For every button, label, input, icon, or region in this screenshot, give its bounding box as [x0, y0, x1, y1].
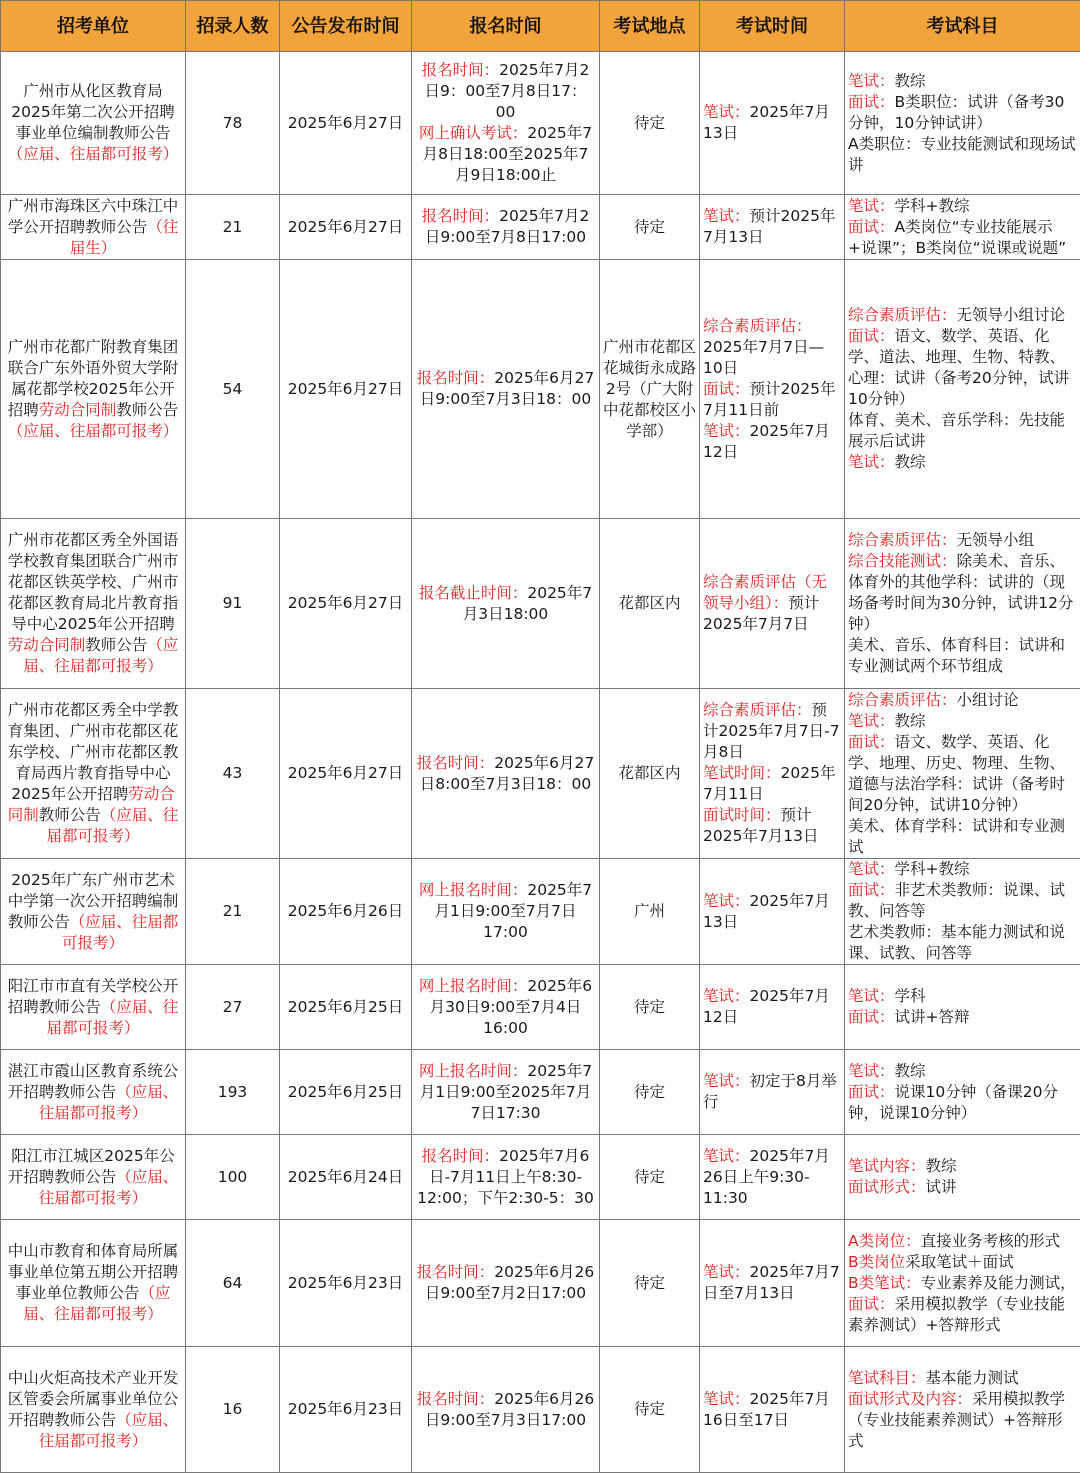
table-row — [1, 965, 1080, 1050]
publish-cell: 2025年6月23日 — [280, 1220, 412, 1347]
registration-cell: 报名时间：2025年6月26日9:00至7月3日17:00 — [412, 1347, 600, 1473]
subjects-cell: 笔试：学科+教综 面试：非艺术类教师：说课、试教、问答等 艺术类教师：基本能力测试和说课、试教、问答等 — [845, 859, 1080, 965]
unit-cell: 广州市海珠区六中珠江中学公开招聘教师公告（往届生） — [1, 195, 186, 260]
header-exam-time: 考试时间 — [700, 1, 845, 52]
unit-cell: 广州市花都广附教育集团联合广东外语外贸大学附属花都学校2025年公开招聘劳动合同制教师公告（应届、往届都可报考） — [1, 260, 186, 519]
count-cell: 21 — [186, 859, 280, 965]
location-cell: 花都区内 — [600, 689, 700, 859]
header-unit: 招考单位 — [1, 1, 186, 52]
table-row — [1, 195, 1080, 260]
unit-cell: 广州市花都区秀全中学教育集团、广州市花都区花东学校、广州市花都区教育局西片教育指导中心2025年公开招聘劳动合同制教师公告（应届、往届都可报考） — [1, 689, 186, 859]
count-cell: 16 — [186, 1347, 280, 1473]
subjects-cell: A类岗位：直接业务考核的形式 B类岗位采取笔试＋面试 B类笔试：专业素养及能力测试，面试：采用模拟教学（专业技能素养测试）+答辩形式 — [845, 1220, 1080, 1347]
exam-time-cell: 笔试：2025年7月7日至7月13日 — [700, 1220, 845, 1347]
location-cell: 广州市花都区花城街永成路2号（广大附中花都校区小学部） — [600, 260, 700, 519]
table-row — [1, 1050, 1080, 1135]
exam-time-cell: 综合素质评估：预计2025年7月7日-7月8日 笔试时间：2025年7月11日 面试时间：预计2025年7月13日 — [700, 689, 845, 859]
header-exam-subjects: 考试科目 — [845, 1, 1080, 52]
location-cell: 广州 — [600, 859, 700, 965]
registration-cell: 报名时间：2025年6月27日9:00至7月3日18：00 — [412, 260, 600, 519]
location-cell: 待定 — [600, 1050, 700, 1135]
location-cell: 待定 — [600, 195, 700, 260]
count-cell: 91 — [186, 519, 280, 689]
unit-cell: 广州市从化区教育局2025年第二次公开招聘事业单位编制教师公告（应届、往届都可报考） — [1, 52, 186, 195]
subjects-cell: 综合素质评估：无领导小组 综合技能测试：除美术、音乐、体育外的其他学科：试讲的（现场备考时间为30分钟，试讲12分钟） 美术、音乐、体育科目：试讲和专业测试两个环节组成 — [845, 519, 1080, 689]
unit-cell: 中山市教育和体育局所属事业单位第五期公开招聘事业单位教师公告（应届、往届都可报考） — [1, 1220, 186, 1347]
unit-cell: 阳江市市直有关学校公开招聘教师公告（应届、往届都可报考） — [1, 965, 186, 1050]
unit-cell: 湛江市霞山区教育系统公开招聘教师公告（应届、往届都可报考） — [1, 1050, 186, 1135]
header-row — [1, 1, 1080, 52]
table-row — [1, 519, 1080, 689]
subjects-cell: 笔试：教综 面试：B类职位：试讲（备考30分钟，10分钟试讲） A类职位：专业技能测试和现场试讲 — [845, 52, 1080, 195]
count-cell: 100 — [186, 1135, 280, 1220]
location-cell: 待定 — [600, 1135, 700, 1220]
count-cell: 27 — [186, 965, 280, 1050]
registration-cell: 网上报名时间：2025年7月1日9:00至7月7日17:00 — [412, 859, 600, 965]
header-publish-date: 公告发布时间 — [280, 1, 412, 52]
publish-cell: 2025年6月23日 — [280, 1347, 412, 1473]
unit-cell: 阳江市江城区2025年公开招聘教师公告（应届、往届都可报考） — [1, 1135, 186, 1220]
location-cell: 待定 — [600, 52, 700, 195]
publish-cell: 2025年6月27日 — [280, 519, 412, 689]
header-registration-time: 报名时间 — [412, 1, 600, 52]
unit-cell: 2025年广东广州市艺术中学第一次公开招聘编制教师公告（应届、往届都可报考） — [1, 859, 186, 965]
exam-time-cell: 笔试：预计2025年7月13日 — [700, 195, 845, 260]
publish-cell: 2025年6月27日 — [280, 260, 412, 519]
registration-cell: 网上报名时间：2025年6月30日9:00至7月4日16:00 — [412, 965, 600, 1050]
registration-cell: 报名截止时间：2025年7月3日18:00 — [412, 519, 600, 689]
header-exam-location: 考试地点 — [600, 1, 700, 52]
registration-cell: 网上报名时间：2025年7月1日9:00至2025年7月7日17:30 — [412, 1050, 600, 1135]
location-cell: 待定 — [600, 1347, 700, 1473]
exam-time-cell: 笔试：2025年7月16日至17日 — [700, 1347, 845, 1473]
subjects-cell: 笔试：教综 面试：说课10分钟（备课20分钟，说课10分钟） — [845, 1050, 1080, 1135]
registration-cell: 报名时间：2025年7月2日9:00至7月8日17:00 — [412, 195, 600, 260]
subjects-cell: 笔试内容：教综 面试形式：试讲 — [845, 1135, 1080, 1220]
location-cell: 待定 — [600, 1220, 700, 1347]
registration-cell: 报名时间：2025年6月26日9:00至7月2日17:00 — [412, 1220, 600, 1347]
publish-cell: 2025年6月26日 — [280, 859, 412, 965]
count-cell: 193 — [186, 1050, 280, 1135]
exam-time-cell: 综合素质评估：2025年7月7日—10日 面试：预计2025年7月11日前 笔试：2025年7月12日 — [700, 260, 845, 519]
subjects-cell: 笔试科目：基本能力测试 面试形式及内容：采用模拟教学（专业技能素养测试）+答辩形式 — [845, 1347, 1080, 1473]
unit-cell: 广州市花都区秀全外国语学校教育集团联合广州市花都区铁英学校、广州市花都区教育局北片教育指导中心2025年公开招聘劳动合同制教师公告（应届、往届都可报考） — [1, 519, 186, 689]
location-cell: 花都区内 — [600, 519, 700, 689]
exam-time-cell: 笔试：初定于8月举行 — [700, 1050, 845, 1135]
table-row — [1, 52, 1080, 195]
header-count: 招录人数 — [186, 1, 280, 52]
location-cell: 待定 — [600, 965, 700, 1050]
publish-cell: 2025年6月27日 — [280, 689, 412, 859]
count-cell: 54 — [186, 260, 280, 519]
exam-time-cell: 笔试：2025年7月26日上午9:30-11:30 — [700, 1135, 845, 1220]
publish-cell: 2025年6月24日 — [280, 1135, 412, 1220]
publish-cell: 2025年6月25日 — [280, 965, 412, 1050]
table-row — [1, 1135, 1080, 1220]
count-cell: 21 — [186, 195, 280, 260]
table-row — [1, 1220, 1080, 1347]
subjects-cell: 笔试：学科+教综 面试：A类岗位“专业技能展示+说课”；B类岗位“说课或说题” — [845, 195, 1080, 260]
registration-cell: 报名时间：2025年7月2日9：00至7月8日17：00 网上确认考试：2025年7月8日18:00至2025年7月9日18:00止 — [412, 52, 600, 195]
registration-cell: 报名时间：2025年7月6日-7月11日上午8:30-12:00；下午2:30-5：30 — [412, 1135, 600, 1220]
table-row — [1, 859, 1080, 965]
registration-cell: 报名时间：2025年6月27日8:00至7月3日18：00 — [412, 689, 600, 859]
publish-cell: 2025年6月27日 — [280, 52, 412, 195]
subjects-cell: 综合素质评估：无领导小组讨论 面试：语文、数学、英语、化学、道法、地理、生物、特教、心理：试讲（备考20分钟，试讲10分钟） 体育、美术、音乐学科：先技能展示后试讲 笔试：教综 — [845, 260, 1080, 519]
exam-time-cell: 笔试：2025年7月12日 — [700, 965, 845, 1050]
unit-cell: 中山火炬高技术产业开发区管委会所属事业单位公开招聘教师公告（应届、往届都可报考） — [1, 1347, 186, 1473]
exam-time-cell: 笔试：2025年7月13日 — [700, 859, 845, 965]
subjects-cell: 综合素质评估：小组讨论 笔试：教综 面试：语文、数学、英语、化学、地理、历史、物理、生物、道德与法治学科：试讲（备考时间20分钟，试讲10分钟） 美术、体育学科：试讲和专业测试 — [845, 689, 1080, 859]
count-cell: 43 — [186, 689, 280, 859]
exam-time-cell: 综合素质评估（无领导小组）：预计2025年7月7日 — [700, 519, 845, 689]
count-cell: 78 — [186, 52, 280, 195]
subjects-cell: 笔试：学科 面试：试讲+答辩 — [845, 965, 1080, 1050]
exam-time-cell: 笔试：2025年7月13日 — [700, 52, 845, 195]
publish-cell: 2025年6月27日 — [280, 195, 412, 260]
table-row — [1, 1347, 1080, 1473]
publish-cell: 2025年6月25日 — [280, 1050, 412, 1135]
count-cell: 64 — [186, 1220, 280, 1347]
table-row — [1, 260, 1080, 519]
table-row — [1, 689, 1080, 859]
